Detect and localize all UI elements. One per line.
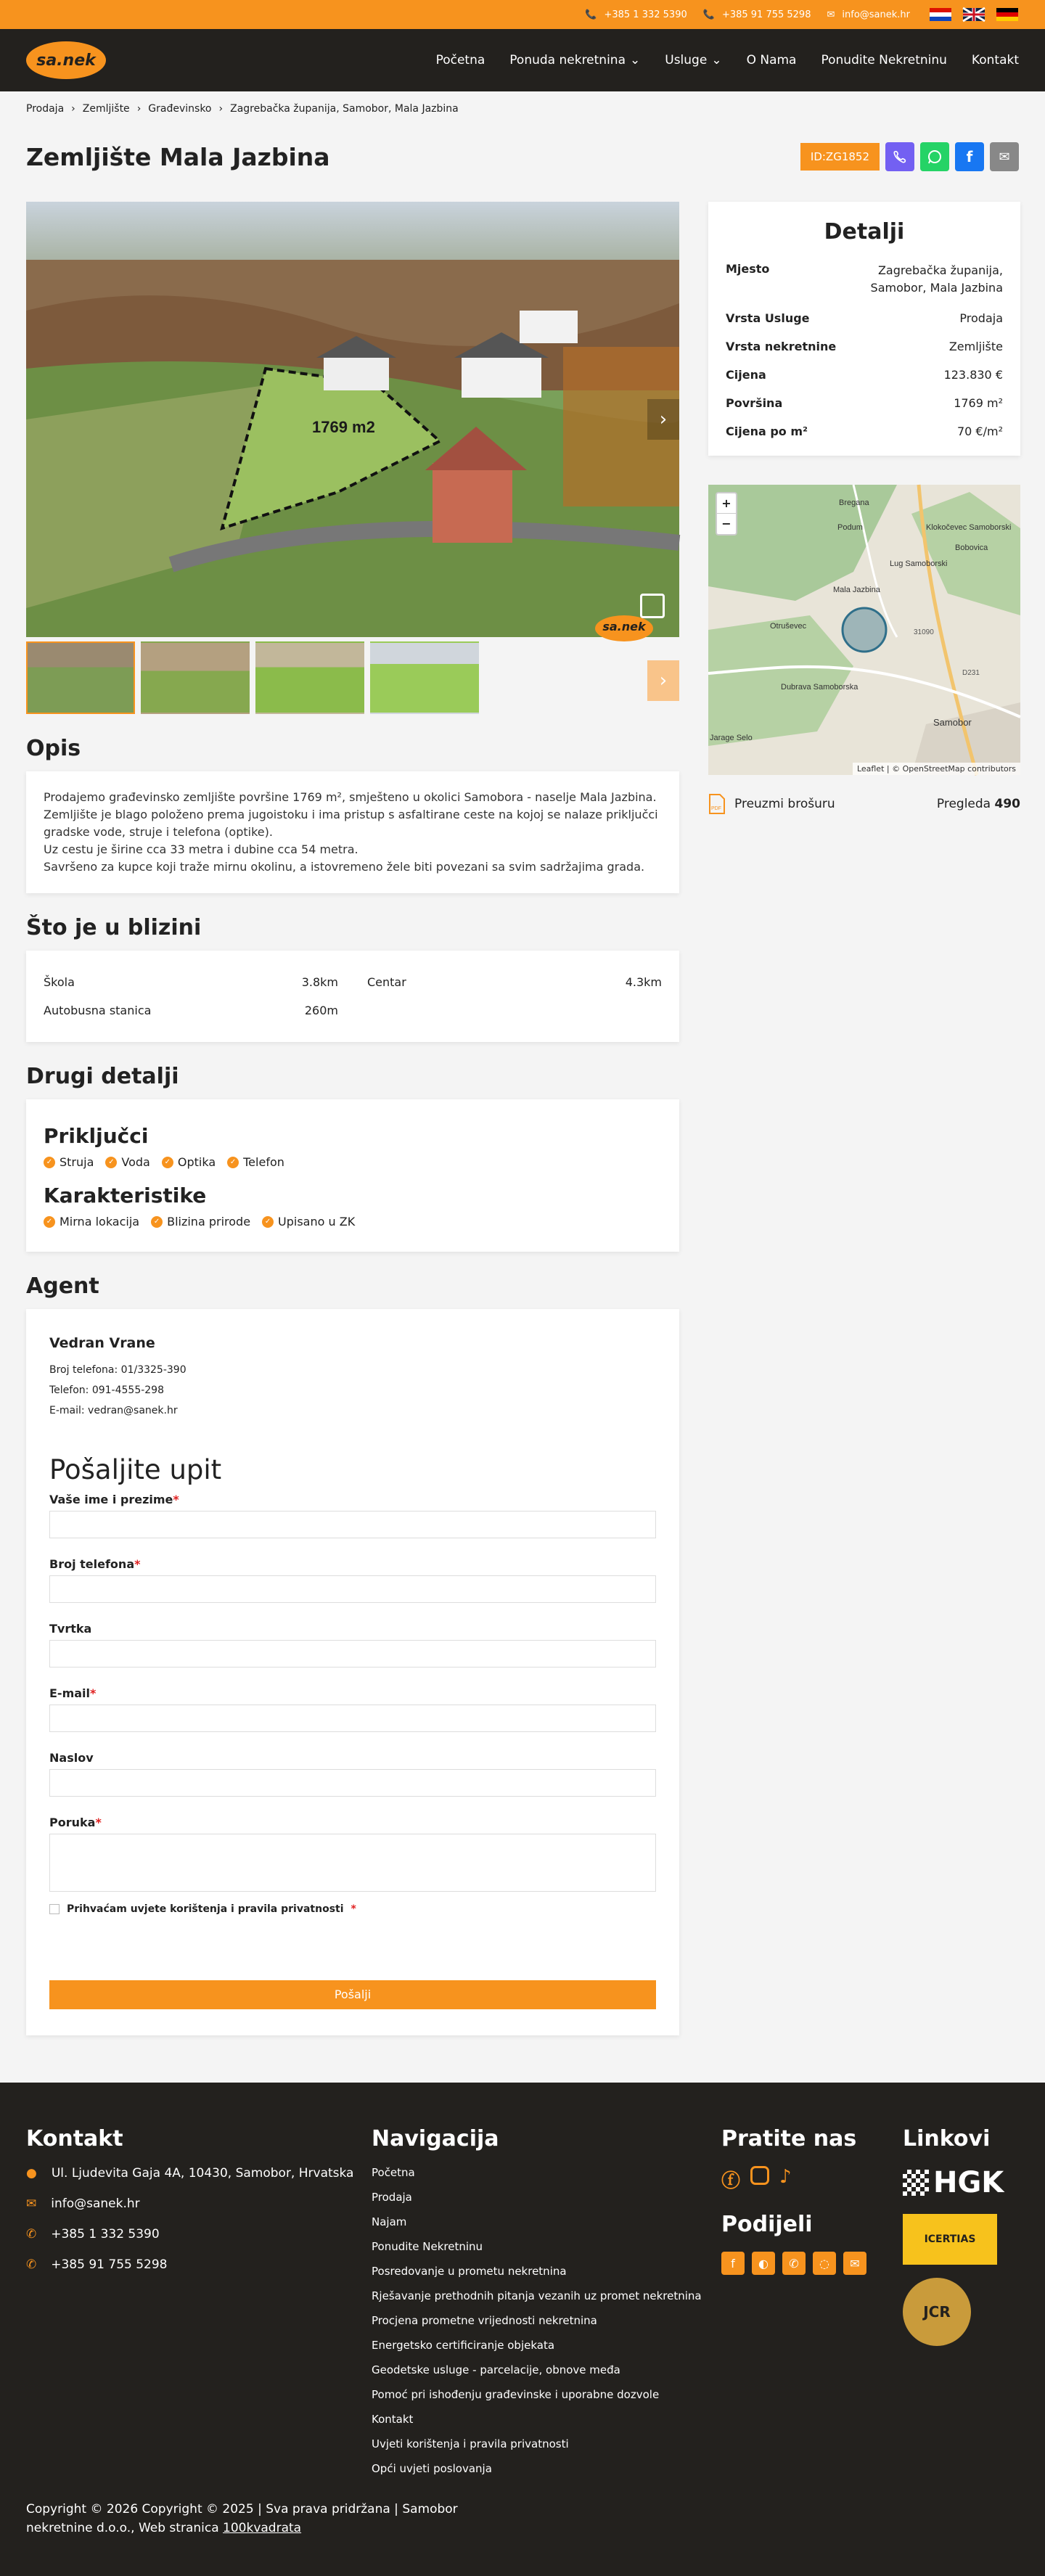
footer-email[interactable]: ✉ info@sanek.hr <box>26 2196 140 2211</box>
footer-link[interactable]: Opći uvjeti poslovanja <box>372 2462 492 2475</box>
detail-row: Cijena po m² 70 €/m² <box>726 424 1003 438</box>
tiktok-icon[interactable]: ♪ <box>779 2166 792 2188</box>
nav-item-usluge[interactable]: Usluge ⌄ <box>665 53 722 67</box>
description-line: Prodajemo građevinsko zemljište površine 1769 m², smješteno u okolici Samobora - naselje Mala Jazbina. <box>44 790 657 804</box>
nav-item-ponuda[interactable]: Ponuda nekretnina ⌄ <box>509 53 641 67</box>
footer-links-column <box>903 2126 1004 2487</box>
topbar-phone2[interactable]: 📞 +385 91 755 5298 <box>702 9 811 20</box>
english-flag-icon[interactable] <box>962 8 985 21</box>
footer-contact-title: Kontakt <box>26 2126 123 2152</box>
email-field[interactable] <box>49 1705 656 1732</box>
chevron-right-icon: › <box>71 103 75 115</box>
feature-chip: ✓ Optika <box>162 1155 216 1169</box>
message-field[interactable] <box>49 1834 656 1892</box>
map-label: Otruševec <box>770 622 807 631</box>
hgk-logo[interactable]: HGK <box>903 2166 1004 2199</box>
viber-share-button[interactable] <box>885 142 914 171</box>
map-label: Samobor <box>933 717 972 728</box>
detail-row: Površina 1769 m² <box>726 396 1003 410</box>
check-icon: ✓ <box>44 1216 55 1228</box>
footer-link[interactable]: Najam <box>372 2215 407 2228</box>
footer-link[interactable]: Pomoć pri ishođenju građevinske i uporabne dozvole <box>372 2388 660 2401</box>
description-line: Zemljište je blago položeno prema jugoistoku i ima pristup s asfaltirane ceste na kojoj se nalaze priključci gradske vode, struje i telefona (optike). <box>44 808 658 839</box>
zoom-in-button[interactable]: + <box>717 493 736 514</box>
check-icon: ✓ <box>162 1157 173 1168</box>
field-label: Broj telefona* <box>49 1557 141 1571</box>
footer <box>0 2083 1045 2576</box>
chevron-right-icon: › <box>659 670 668 692</box>
language-switcher <box>926 8 1019 21</box>
phone-field[interactable] <box>49 1575 656 1603</box>
whatsapp-share-button[interactable] <box>920 142 949 171</box>
footer-phone2[interactable]: ✆ +385 91 755 5298 <box>26 2257 168 2272</box>
nav-item-ponudite[interactable]: Ponudite Nekretninu <box>821 53 947 67</box>
topbar-phone1[interactable]: 📞 +385 1 332 5390 <box>585 9 687 20</box>
section-title-near: Što je u blizini <box>26 915 202 940</box>
thumbnail-strip <box>26 641 679 714</box>
footer-link[interactable]: Uvjeti korištenja i pravila privatnosti <box>372 2437 569 2450</box>
footer-link[interactable]: Kontakt <box>372 2413 414 2426</box>
breadcrumb-gradevinsko[interactable]: Građevinsko <box>148 103 212 115</box>
map-zoom-controls <box>716 492 737 536</box>
map-label: Lug Samoborski <box>890 559 948 568</box>
share-bar <box>800 142 1019 171</box>
breadcrumb-current: Zagrebačka županija, Samobor, Mala Jazbina <box>230 103 459 115</box>
company-field[interactable] <box>49 1640 656 1668</box>
web-studio-link[interactable]: 100kvadrata <box>223 2521 302 2535</box>
check-icon: ✓ <box>105 1157 117 1168</box>
map-label: Bobovica <box>955 543 988 552</box>
description-line: Uz cestu je širine cca 33 metra i dubine cca 54 metra. <box>44 842 358 856</box>
submit-button[interactable]: Pošalji <box>49 1980 656 2009</box>
nearby-card <box>26 951 679 1042</box>
nearby-item: Centar 4.3km <box>367 975 662 989</box>
footer-link[interactable]: Početna <box>372 2166 415 2179</box>
phone-icon: 📞 <box>702 9 715 20</box>
thumbnail[interactable] <box>141 641 250 714</box>
phone-icon: 📞 <box>585 9 597 20</box>
nearby-item: Autobusna stanica 260m <box>44 1004 338 1017</box>
thumbnail[interactable] <box>255 641 364 714</box>
terms-checkbox[interactable] <box>49 1904 60 1914</box>
breadcrumb-zemljiste[interactable]: Zemljište <box>82 103 130 115</box>
map-label: Jarage Selo <box>710 734 753 742</box>
fullscreen-button[interactable] <box>640 594 665 618</box>
facebook-share-icon[interactable]: f <box>721 2252 745 2275</box>
agent-email[interactable]: E-mail: vedran@sanek.hr <box>49 1405 178 1416</box>
brochure-row <box>708 794 1020 814</box>
agent-phone[interactable]: Broj telefona: 01/3325-390 <box>49 1364 187 1376</box>
nav-item-kontakt[interactable]: Kontakt <box>971 53 1019 67</box>
agent-mobile[interactable]: Telefon: 091-4555-298 <box>49 1385 164 1396</box>
field-label: Poruka* <box>49 1816 102 1829</box>
croatian-flag-icon[interactable] <box>929 8 952 21</box>
prikljucci-title: Priključci <box>44 1124 149 1148</box>
details-title: Detalji <box>824 219 905 245</box>
chevron-down-icon: ⌄ <box>630 53 641 67</box>
feature-chip: ✓ Telefon <box>227 1155 284 1169</box>
subject-field[interactable] <box>49 1769 656 1797</box>
field-label: Vaše ime i prezime* <box>49 1493 179 1506</box>
footer-follow-title: Pratite nas <box>721 2126 857 2152</box>
feature-chip: ✓ Struja <box>44 1155 94 1169</box>
section-title-other: Drugi detalji <box>26 1064 179 1089</box>
footer-address: ● Ul. Ljudevita Gaja 4A, 10430, Samobor, Hrvatska <box>26 2166 354 2181</box>
icertias-badge[interactable]: ICERTIAS <box>903 2214 997 2265</box>
footer-links-title: Linkovi <box>903 2126 991 2152</box>
feature-chip: ✓ Blizina prirode <box>151 1215 250 1228</box>
viber-icon <box>892 149 908 165</box>
viber-share-icon[interactable]: ✆ <box>782 2252 806 2275</box>
footer-link[interactable]: Procjena prometne vrijednosti nekretnina <box>372 2314 597 2327</box>
footer-link[interactable]: Posredovanje u prometu nekretnina <box>372 2265 567 2278</box>
email-share-button[interactable] <box>990 142 1019 171</box>
thumbs-next-button[interactable] <box>647 660 679 701</box>
breadcrumb-prodaja[interactable]: Prodaja <box>26 103 65 115</box>
description-card <box>26 771 679 893</box>
sanek-logo[interactable]: sa.nek <box>26 41 106 79</box>
map-attribution[interactable]: Leaflet | © OpenStreetMap contributors <box>853 763 1020 775</box>
main-photo[interactable] <box>26 202 679 637</box>
chevron-down-icon: ⌄ <box>711 53 722 67</box>
karakteristike-title: Karakteristike <box>44 1184 207 1207</box>
map-label: Mala Jazbina <box>833 586 880 594</box>
footer-link[interactable]: Energetsko certificiranje objekata <box>372 2339 555 2352</box>
facebook-share-button[interactable] <box>955 142 984 171</box>
instagram-icon[interactable] <box>750 2166 769 2185</box>
mail-icon: ✉ <box>26 2196 37 2211</box>
name-field[interactable] <box>49 1511 656 1538</box>
thumbnail[interactable] <box>370 641 479 714</box>
map-tiles <box>708 485 1020 775</box>
footer-phone1[interactable]: ✆ +385 1 332 5390 <box>26 2227 160 2241</box>
feature-chip: ✓ Voda <box>105 1155 149 1169</box>
thumbnail[interactable] <box>26 641 135 714</box>
field-label: Tvrtka <box>49 1622 92 1636</box>
whatsapp-share-icon[interactable]: ◌ <box>813 2252 836 2275</box>
field-label: Naslov <box>49 1751 94 1765</box>
checkerboard-icon <box>903 2170 929 2196</box>
inquiry-form <box>49 1454 656 2009</box>
messenger-share-icon[interactable]: ◐ <box>752 2252 775 2275</box>
section-title-agent: Agent <box>26 1273 99 1299</box>
views-counter: Pregleda 490 <box>936 797 1020 811</box>
check-icon: ✓ <box>227 1157 239 1168</box>
map-road-label: D231 <box>962 669 980 677</box>
details-card <box>708 202 1020 456</box>
area-label: 1769 m2 <box>312 418 375 436</box>
chevron-right-icon: › <box>136 103 142 115</box>
detail-row: Vrsta nekretnine Zemljište <box>726 340 1003 353</box>
terms-row: Prihvaćam uvjete korištenja i pravila privatnosti * <box>49 1903 656 1915</box>
phone-icon: ✆ <box>26 2257 37 2272</box>
footer-link[interactable]: Ponudite Nekretninu <box>372 2240 483 2253</box>
field-label: E-mail* <box>49 1686 97 1700</box>
phone-icon: ✆ <box>26 2227 37 2241</box>
footer-link[interactable]: Rješavanje prethodnih pitanja vezanih uz promet nekretnina <box>372 2289 702 2302</box>
feature-chip: ✓ Mirna lokacija <box>44 1215 139 1228</box>
pdf-icon <box>708 794 726 814</box>
feature-chip: ✓ Upisano u ZK <box>262 1215 355 1228</box>
main-navigation <box>0 29 1045 91</box>
photo-watermark: sa.nek <box>595 615 653 641</box>
footer-link[interactable]: Geodetske usluge - parcelacije, obnove međa <box>372 2363 620 2376</box>
page-title: Zemljište Mala Jazbina <box>26 142 330 171</box>
check-icon: ✓ <box>151 1216 163 1228</box>
agent-name: Vedran Vrane <box>49 1335 155 1351</box>
next-arrow-button[interactable] <box>647 399 679 440</box>
agent-card <box>26 1309 679 2035</box>
map-road-label: 31090 <box>914 628 934 636</box>
topbar-email[interactable]: ✉ info@sanek.hr <box>827 9 910 20</box>
features-card <box>26 1099 679 1252</box>
footer-nav-title: Navigacija <box>372 2126 499 2152</box>
mail-icon: ✉ <box>827 9 835 20</box>
check-icon: ✓ <box>262 1216 274 1228</box>
description-line: Savršeno za kupce koji traže mirnu okolinu, a istovremeno žele biti povezani sa svim sadržajima grada. <box>44 860 645 874</box>
chevron-right-icon: › <box>659 409 668 430</box>
nearby-item: Škola 3.8km <box>44 975 338 989</box>
map-label: Bregana <box>839 499 869 507</box>
breadcrumb <box>0 91 1045 126</box>
chevron-right-icon: › <box>218 103 224 115</box>
nav-item-o-nama[interactable]: O Nama <box>746 53 797 67</box>
detail-row: Mjesto Zagrebačka županija, Samobor, Mala Jazbina <box>726 262 1003 295</box>
section-title-opis: Opis <box>26 736 81 761</box>
location-map[interactable] <box>708 485 1020 775</box>
german-flag-icon[interactable] <box>996 8 1019 21</box>
property-id-badge: ID:ZG1852 <box>800 143 880 171</box>
footer-share-title: Podijeli <box>721 2212 813 2237</box>
brochure-link[interactable]: PDF Preuzmi brošuru <box>708 794 835 814</box>
map-label: Klokočevec Samoborski <box>926 523 1012 532</box>
mail-icon: ✉ <box>999 149 1010 165</box>
property-aerial-photo <box>26 202 679 637</box>
form-title: Pošaljite upit <box>49 1454 222 1485</box>
map-label: Podum <box>837 523 863 532</box>
top-bar <box>0 0 1045 29</box>
whatsapp-icon <box>926 148 943 165</box>
copyright: Copyright © 2026 Copyright © 2025 | Sva prava pridržana | Samobor nekretnine d.o.o., Web stranica 100kvadrata <box>26 2502 458 2535</box>
map-label: Dubrava Samoborska <box>781 683 858 692</box>
zoom-out-button[interactable]: − <box>721 517 732 530</box>
location-pin-icon: ● <box>26 2166 37 2181</box>
footer-link[interactable]: Prodaja <box>372 2191 412 2204</box>
check-icon: ✓ <box>44 1157 55 1168</box>
svg-text:PDF: PDF <box>711 806 721 811</box>
detail-row: Vrsta Usluge Prodaja <box>726 311 1003 325</box>
facebook-icon: f <box>966 148 973 165</box>
facebook-icon[interactable]: ⓕ <box>721 2170 741 2192</box>
nav-item-pocetna[interactable]: Početna <box>435 53 485 67</box>
jcr-badge[interactable]: JCR <box>903 2278 971 2346</box>
email-share-icon[interactable]: ✉ <box>843 2252 866 2275</box>
detail-row: Cijena 123.830 € <box>726 368 1003 382</box>
